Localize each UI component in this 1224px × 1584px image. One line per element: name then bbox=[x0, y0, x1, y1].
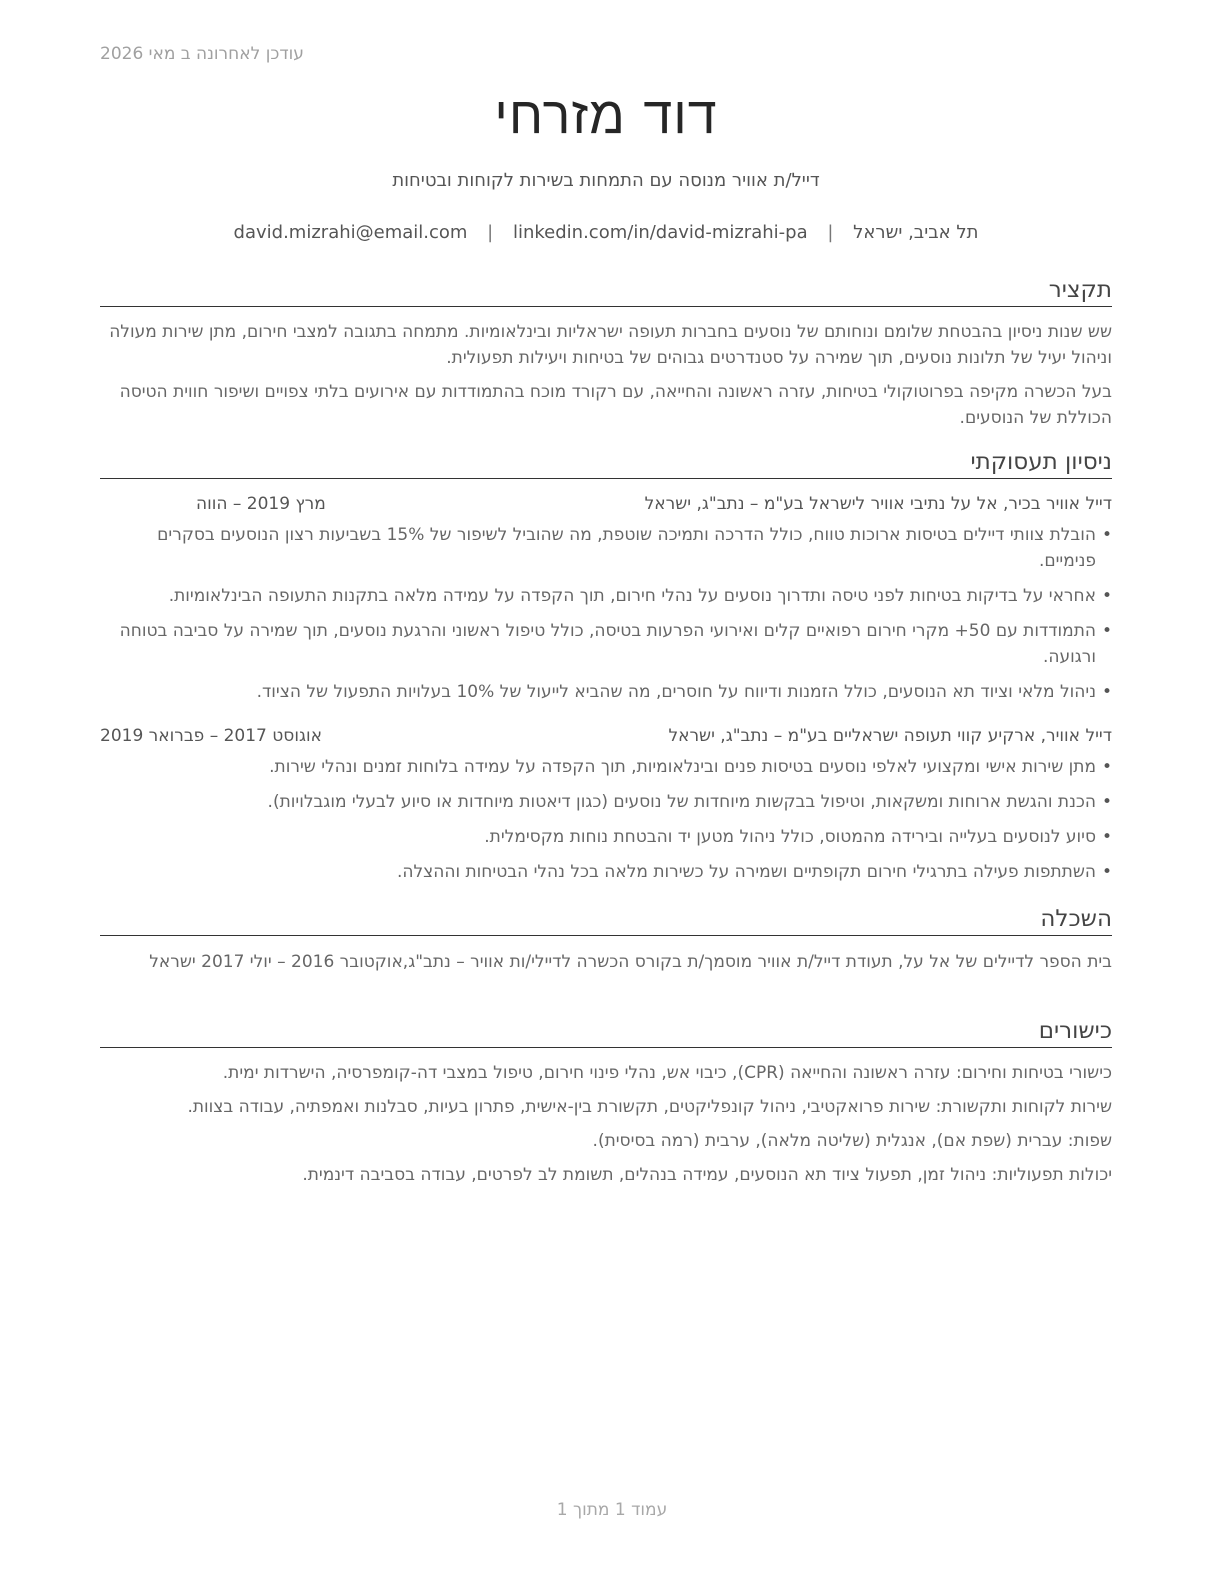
education-entry: בית הספר לדיילים של אל על, תעודת דייל/ת אוויר מוסמך/ת בקורס הכשרה לדיילי/ות אוויר – נתב"ג,אוקטובר 2016 – יולי 2017 ישראל bbox=[149, 952, 1112, 972]
skills-list bbox=[100, 1056, 1112, 1192]
location: תל אביב, ישראל bbox=[853, 222, 979, 243]
candidate-name: דוד מזרחי bbox=[494, 86, 718, 146]
job-bullets bbox=[100, 754, 1112, 885]
job-header bbox=[100, 491, 1112, 517]
separator: | bbox=[827, 222, 834, 243]
list-item: • הובלת צוותי דיילים בטיסות ארוכות טווח, כולל הדרכה ותמיכה שוטפת, מה שהוביל לשיפור של 15% בשביעות רצון הנוסעים בסקרים פנימיים. bbox=[100, 522, 1112, 574]
last-updated: עודכן לאחרונה ב מאי 2026 bbox=[100, 44, 304, 64]
list-item: • מתן שירות אישי ומקצועי לאלפי נוסעים בטיסות פנים ובינלאומיות, תוך הקפדה על עמידה בלוחות זמנים ונהלי שירות. bbox=[100, 754, 1112, 780]
section-title-education: השכלה bbox=[100, 905, 1112, 936]
page-number: עמוד 1 מתוך 1 bbox=[556, 1500, 668, 1520]
summary-paragraph: שש שנות ניסיון בהבטחת שלומם ונוחותם של נוסעים בחברות תעופה ישראליות ובינלאומיות. מתמחה בתגובה למצבי חירום, מתן שירות מעולה וניהול יעיל של תלונות נוסעים, תוך שמירה על סטנדרטים גבוהים של בטיחות ויעילות תפעולית. bbox=[109, 322, 1112, 368]
skill-line: שירות לקוחות ותקשורת: שירות פרואקטיבי, ניהול קונפליקטים, תקשורת בין-אישית, פתרון בעיות, סבלנות ואמפתיה, עבודה בצוות. bbox=[187, 1097, 1112, 1117]
job-dates: אוגוסט 2017 – פברואר 2019 bbox=[100, 726, 322, 746]
resume-page bbox=[100, 0, 1112, 1584]
skill-line: יכולות תפעוליות: ניהול זמן, תפעול ציוד תא הנוסעים, עמידה בנהלים, תשומת לב לפרטים, עבודה בסביבה דינמית. bbox=[302, 1165, 1112, 1185]
skill-line: שפות: עברית (שפת אם), אנגלית (שליטה מלאה), ערבית (רמה בסיסית). bbox=[592, 1131, 1112, 1151]
job-title: דייל אוויר, ארקיע קווי תעופה ישראליים בע"מ – נתב"ג, ישראל bbox=[668, 726, 1112, 746]
list-item: • התמודדות עם 50+ מקרי חירום רפואיים קלים ואירועי הפרעות בטיסה, כולל טיפול ראשוני והרגעת נוסעים, תוך שמירה על סביבה בטוחה ורגועה. bbox=[100, 618, 1112, 670]
contact-line bbox=[100, 222, 1112, 243]
skill-line: כישורי בטיחות וחירום: עזרה ראשונה והחייאה (CPR), כיבוי אש, נהלי פינוי חירום, טיפול במצבי דה-קומפרסיה, הישרדות ימית. bbox=[222, 1063, 1112, 1083]
linkedin-link[interactable]: linkedin.com/in/david-mizrahi-pa bbox=[512, 222, 808, 243]
summary-paragraph: בעל הכשרה מקיפה בפרוטוקולי בטיחות, עזרה ראשונה והחייאה, עם רקורד מוכח בהתמודדות עם אירועים בלתי צפויים ושיפור חווית הטיסה הכוללת של הנוסעים. bbox=[119, 382, 1112, 428]
job-title: דייל אוויר בכיר, אל על נתיבי אוויר לישראל בע"מ – נתב"ג, ישראל bbox=[644, 494, 1112, 514]
section-title-summary: תקציר bbox=[100, 276, 1112, 307]
job-bullets bbox=[100, 522, 1112, 705]
job-header bbox=[100, 723, 1112, 749]
list-item: • הכנת והגשת ארוחות ומשקאות, וטיפול בבקשות מיוחדות של נוסעים (כגון דיאטות מיוחדות או סיוע לבעלי מוגבלויות). bbox=[100, 789, 1112, 815]
section-title-skills: כישורים bbox=[100, 1017, 1112, 1048]
job-dates: מרץ 2019 – הווה bbox=[196, 494, 326, 514]
list-item: • ניהול מלאי וציוד תא הנוסעים, כולל הזמנות ודיווח על חוסרים, מה שהביא לייעול של 10% בעלויות התפעול של הציוד. bbox=[100, 679, 1112, 705]
email-link[interactable]: david.mizrahi@email.com bbox=[233, 222, 468, 243]
list-item: • אחראי על בדיקות בטיחות לפני טיסה ותדרוך נוסעים על נהלי חירום, תוך הקפדה על עמידה מלאה בתקנות התעופה הבינלאומיות. bbox=[100, 583, 1112, 609]
headline: דייל/ת אוויר מנוסה עם התמחות בשירות לקוחות ובטיחות bbox=[392, 170, 820, 191]
separator: | bbox=[487, 222, 494, 243]
list-item: • השתתפות פעילה בתרגילי חירום תקופתיים ושמירה על כשירות מלאה בכל נהלי הבטיחות וההצלה. bbox=[100, 859, 1112, 885]
list-item: • סיוע לנוסעים בעלייה ובירידה מהמטוס, כולל ניהול מטען יד והבטחת נוחות מקסימלית. bbox=[100, 824, 1112, 850]
section-title-experience: ניסיון תעסוקתי bbox=[100, 448, 1112, 479]
